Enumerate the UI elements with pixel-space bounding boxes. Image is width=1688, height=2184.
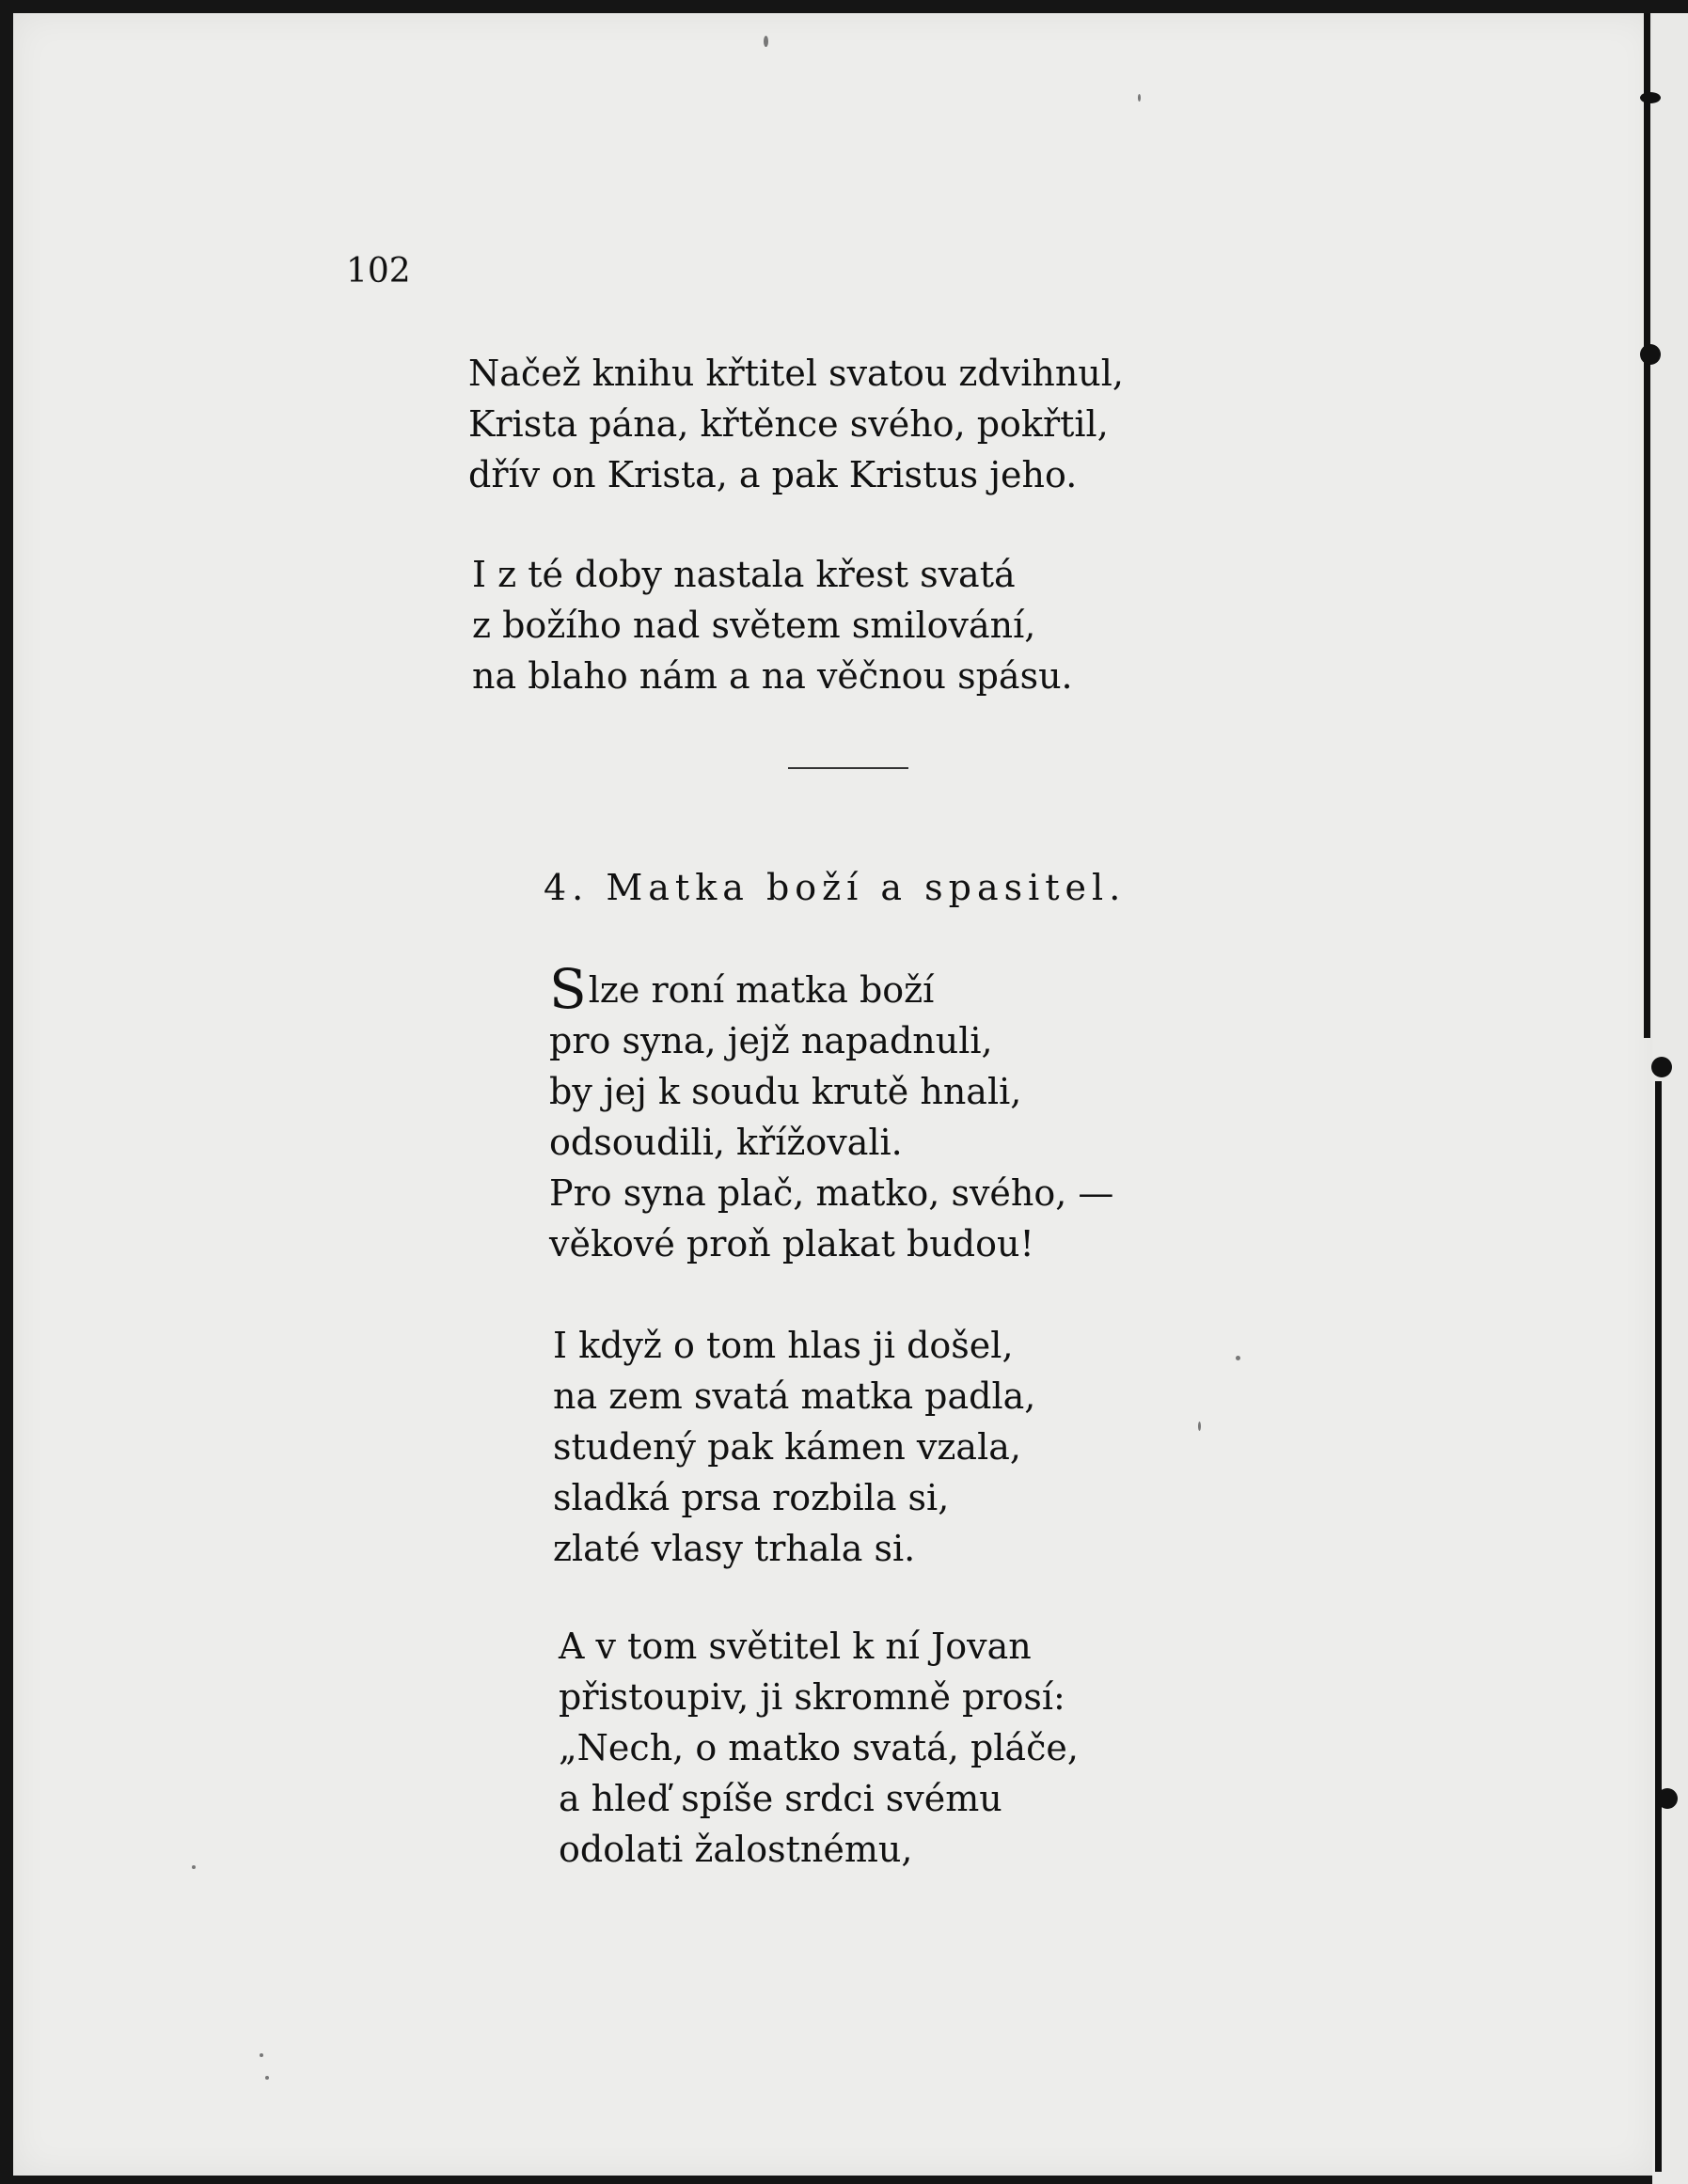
verse-line: a hleď spíše srdci svému [559,1778,1002,1819]
binding-mark-3 [1651,1057,1672,1077]
verse-line-first [549,957,1113,1021]
stanza-top-1 [468,348,1124,500]
verse-line: studený pak kámen vzala, [553,1426,1021,1468]
scan-speck [764,36,768,47]
binding-mark-1 [1640,92,1661,103]
verse-line: by jej k soudu krutě hnali, [549,1071,1022,1112]
verse-line: přistoupiv, ji skromně prosí: [559,1676,1065,1718]
scan-speck [260,2053,263,2057]
verse-line-rest: lze roní matka boží [588,969,935,1011]
scan-speck [1236,1356,1240,1360]
poem-stanza-3 [559,1621,1079,1875]
section-heading [544,867,1126,908]
verse-line: odolati žalostnému, [559,1829,913,1870]
section-divider [788,767,908,769]
verse-line: pro syna, jejž napadnuli, [549,1020,993,1061]
verse-line: věkové proň plakat budou! [549,1223,1034,1265]
page-number: 102 [346,252,411,291]
verse-line: na blaho nám a na věčnou spásu. [472,655,1073,697]
poem-stanza-2 [553,1320,1035,1574]
verse-line: „Nech, o matko svatá, pláče, [559,1727,1079,1768]
section-number: 4. [544,867,590,908]
verse-line: A v tom světitel k ní Jovan [559,1626,1032,1667]
verse-line: dřív on Krista, a pak Kristus jeho. [468,454,1078,495]
stanza-top-2 [472,549,1073,701]
scan-speck [1198,1422,1201,1431]
verse-line: sladká prsa rozbila si, [553,1477,950,1518]
drop-cap: S [549,957,587,1021]
verse-line: odsoudili, křížovali. [549,1122,903,1163]
verse-line: I z té doby nastala křest svatá [472,554,1016,595]
binding-mark-4 [1657,1788,1678,1809]
binding-mark-2 [1640,344,1661,365]
scan-speck [192,1865,196,1869]
verse-line: Načež knihu křtitel svatou zdvihnul, [468,353,1125,394]
section-title: Matka boží a spasitel. [606,867,1127,908]
poem-stanza-1 [549,957,1114,1269]
verse-line: Pro syna plač, matko, svého, — [549,1172,1114,1214]
verse-line: z božího nad světem smilování, [472,605,1036,646]
verse-line: I když o tom hlas ji došel, [553,1325,1014,1366]
scan-speck [265,2076,269,2080]
verse-line: na zem svatá matka padla, [553,1375,1036,1417]
binding-line-upper [1644,13,1650,1038]
verse-line: zlaté vlasy trhala si. [553,1528,916,1569]
binding-line-lower [1655,1081,1662,2172]
verse-line: Krista pána, křtěnce svého, pokřtil, [468,403,1109,445]
scan-speck [1138,94,1141,102]
